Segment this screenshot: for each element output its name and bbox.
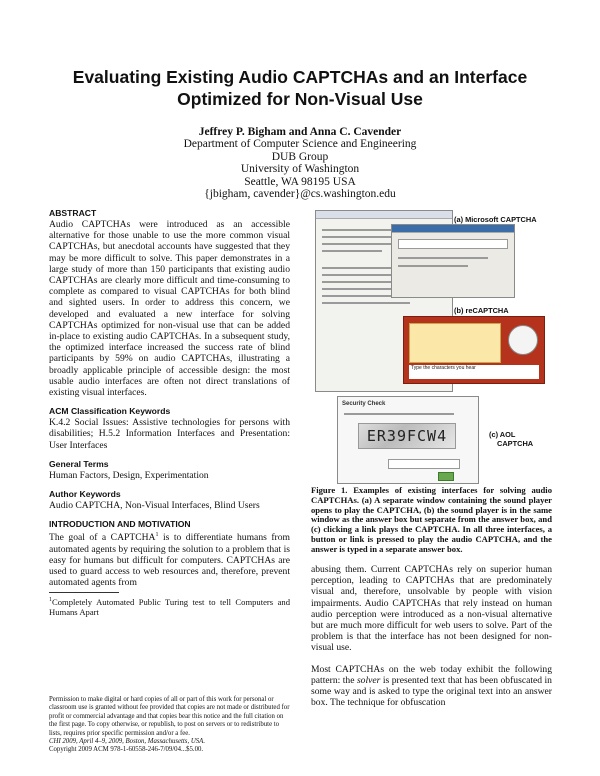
title-line-1: Evaluating Existing Audio CAPTCHAs and an Interface — [72, 67, 528, 87]
footnote: $^1$Completely Automated Public Turing test to tell Computers and Humans Apart — [49, 592, 119, 617]
affiliation-group: DUB Group — [271, 150, 329, 163]
left-column — [49, 208, 290, 617]
terms-text: Human Factors, Design, Experimentation — [49, 469, 209, 481]
recaptcha-logo — [508, 325, 538, 355]
intro-heading: INTRODUCTION AND MOTIVATION — [49, 519, 191, 530]
right-column — [311, 564, 552, 716]
recaptcha-widget — [403, 316, 545, 384]
recaptcha-instruction: Type the characters you hear — [409, 365, 539, 379]
figure-label-b: (b) reCAPTCHA — [454, 306, 509, 315]
permission-text: Permission to make digital or hard copies of all or part of this work for personal or classroom use is granted without fee provided that copies are not made or distributed for profit or commercial advantage and that copies bear this notice and the full citation on the first page. To copy otherwise, or republish, to post on servers or to redistribute to lists, requires prior specific permission and/or a fee. — [49, 696, 290, 737]
affiliation-dept: Department of Computer Science and Engineering — [183, 138, 417, 151]
right-para-1: abusing them. Current CAPTCHAs rely on superior human perception, leading to CAPTCHAs that are predominately visual and, therefore, unsolvable by people with vision impairments. Audio CAPTCHAs that rely instead on human audio perception were introduced as a non-visual alternative but are much more difficult for web users to solve. Part of the problem is that the interface has not been designed for non-visual use. — [311, 564, 552, 654]
figure-label-a: (a) Microsoft CAPTCHA — [454, 215, 537, 224]
author-block — [100, 126, 500, 200]
conference-text: CHI 2009, April 4–9, 2009, Boston, Massachusetts, USA. — [49, 738, 206, 746]
copyright-text: Copyright 2009 ACM 978-1-60558-246-7/09/04...$5.00. — [49, 746, 204, 754]
figure-caption: Figure 1. Examples of existing interfaces for solving audio CAPTCHAs. (a) A separate window containing the sound player opens to play the CAPTCHA, (b) the sound player is in the same window as the answer box but separate from the answer box, and (c) clicking a link plays the CAPTCHA. In all three interfaces, a button or link is pressed to play the audio CAPTCHA, and the answer is typed in a separate answer box. — [311, 485, 552, 554]
aol-captcha-window — [337, 396, 479, 484]
affiliation-location: Seattle, WA 98195 USA — [244, 175, 356, 188]
affiliation-university: University of Washington — [240, 163, 360, 176]
paper-title — [40, 66, 560, 110]
title-line-2: Optimized for Non-Visual Use — [177, 89, 423, 109]
sound-player-window — [391, 224, 515, 298]
captcha-image: ER39FCW4 — [358, 423, 456, 449]
acm-heading: ACM Classification Keywords — [49, 406, 171, 417]
acm-text: K.4.2 Social Issues: Assistive technologies for persons with disabilities; H.5.2 Information Interfaces and Presentation: User Interfaces — [49, 417, 290, 451]
right-para-2: Most CAPTCHAs on the web today exhibit the following pattern: the solver is presented text that has been obfuscated in some way and is asked to type the original text into an answer box. The technique for obfuscation — [311, 663, 552, 709]
keywords-heading: Author Keywords — [49, 489, 121, 500]
author-email: {jbigham, cavender}@cs.washington.edu — [204, 188, 396, 201]
abstract-text: Audio CAPTCHAs were introduced as an accessible alternative for those unable to use the more common visual CAPTCHAs, but anecdotal accounts have suggested that they may be more difficult to solve. This paper demonstrates in a large study of more than 150 participants that existing audio CAPTCHAs are clearly more difficult and time-consuming to complete as compared to visual CAPTCHAs for both blind and sighted users. In order to address this concern, we developed and evaluated a new interface for solving CAPTCHAs optimized for non-visual use that can be added in-place to existing audio CAPTCHAs. In a subsequent study, the optimized interface increased the success rate of blind participants by 59% on audio CAPTCHAs, illustrating a broadly applicable principle of accessible design: the most usable audio interfaces are often not direct translations of existing visual interfaces. — [49, 219, 290, 399]
captcha-submit-button[interactable] — [438, 472, 454, 481]
security-check-label: Security Check — [342, 401, 386, 407]
author-names: Jeffrey P. Bigham and Anna C. Cavender — [198, 126, 402, 138]
terms-heading: General Terms — [49, 458, 109, 469]
captcha-answer-box[interactable] — [388, 459, 460, 469]
figure-1 — [311, 210, 553, 482]
abstract-heading: ABSTRACT — [49, 208, 97, 218]
intro-text: The goal of a CAPTCHA$^1$ is to differentiate humans from automated agents by requiring the solution to a problem that is easy for humans but difficult for computers. CAPTCHAs are used to guard access to web resources and, therefore, prevent automated agents from — [49, 532, 290, 589]
window-titlebar — [316, 211, 452, 219]
keywords-text: Audio CAPTCHA, Non-Visual Interfaces, Blind Users — [49, 500, 260, 512]
figure-label-c: (c) AOL CAPTCHA — [489, 430, 534, 448]
permission-block — [49, 696, 290, 755]
